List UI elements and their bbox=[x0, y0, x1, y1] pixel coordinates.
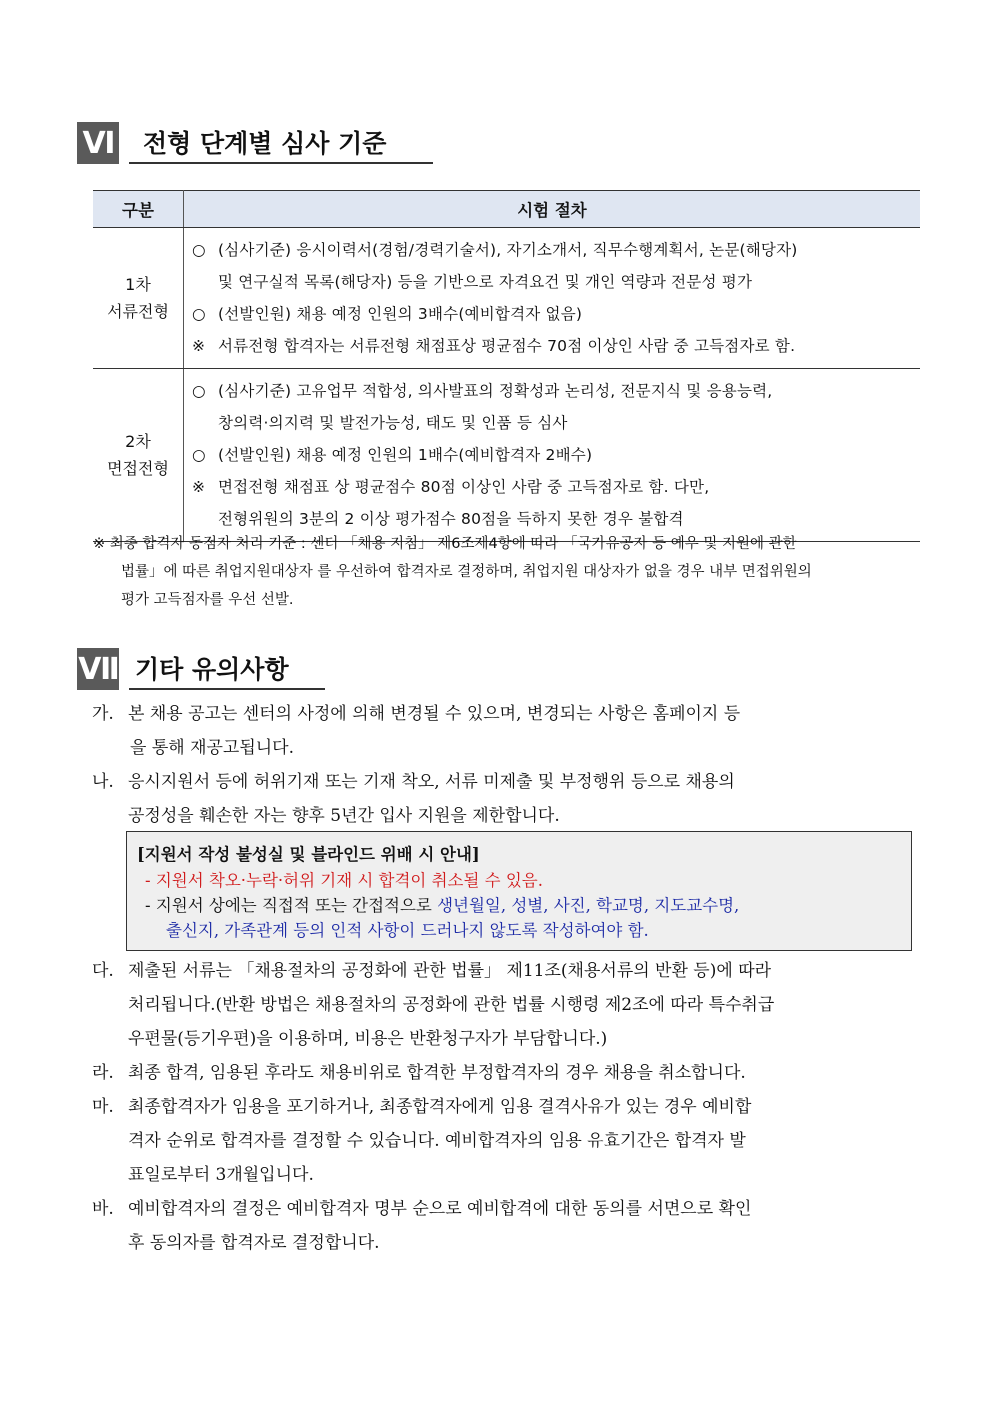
procedure-cell bbox=[184, 369, 921, 542]
list-item bbox=[92, 954, 922, 1056]
item-line: 본 채용 공고는 센터의 사정에 의해 변경될 수 있으며, 변경되는 사항은 홈페이지 등 bbox=[128, 704, 741, 724]
section-7-number: Ⅶ bbox=[77, 648, 119, 690]
item-line: 예비합격자의 결정은 예비합격자 명부 순으로 예비합격에 대한 동의를 서면으로 확인 bbox=[128, 1199, 752, 1219]
item-label: 다. bbox=[92, 961, 114, 981]
item-line: 우편물(등기우편)을 이용하며, 비용은 반환청구자가 부담합니다.) bbox=[128, 1029, 608, 1049]
item-line: 공정성을 훼손한 자는 향후 5년간 입사 지원을 제한합니다. bbox=[128, 806, 560, 826]
procedure-cell bbox=[184, 228, 921, 369]
item-line: 후 동의자를 합격자로 결정합니다. bbox=[128, 1233, 380, 1253]
list-item bbox=[92, 697, 922, 765]
procedure-line: ○ (심사기준) 응시이력서(경험/경력기술서), 자기소개서, 직무수행계획서, 논문(해당자) bbox=[192, 241, 798, 259]
table-row bbox=[93, 369, 920, 542]
notice-box-line: 출신지, 가족관계 등의 인적 사항이 드러나지 않도록 작성하여야 함. bbox=[166, 921, 649, 940]
tie-break-note bbox=[93, 530, 923, 614]
stage-number: 2차 bbox=[125, 432, 151, 451]
item-line: 격자 순위로 합격자를 결정할 수 있습니다. 예비합격자의 임용 유효기간은 합격자 발 bbox=[128, 1131, 746, 1151]
item-line: 처리됩니다.(반환 방법은 채용절차의 공정화에 관한 법률 시행령 제2조에 따라 특수취급 bbox=[128, 995, 775, 1015]
item-label: 가. bbox=[92, 704, 114, 724]
section-6-header bbox=[77, 122, 433, 164]
criteria-table bbox=[93, 190, 920, 542]
procedure-line: ○ (심사기준) 고유업무 적합성, 의사발표의 정확성과 논리성, 전문지식 및 응용능력, bbox=[192, 382, 773, 400]
item-label: 나. bbox=[92, 772, 114, 792]
stage-name: 서류전형 bbox=[107, 302, 169, 321]
procedure-line: 전형위원의 3분의 2 이상 평가점수 80점을 득하지 못한 경우 불합격 bbox=[218, 510, 684, 528]
list-item bbox=[92, 765, 922, 833]
column-header-procedure: 시험 절차 bbox=[184, 191, 921, 228]
stage-number: 1차 bbox=[125, 275, 151, 294]
notice-list-top bbox=[92, 697, 922, 833]
stage-cell bbox=[93, 369, 184, 542]
item-label: 라. bbox=[92, 1063, 114, 1083]
item-line: 응시지원서 등에 허위기재 또는 기재 착오, 서류 미제출 및 부정행위 등으로 채용의 bbox=[128, 772, 735, 792]
section-6-title: 전형 단계별 심사 기준 bbox=[129, 122, 433, 164]
note-line: 법률」에 따른 취업지원대상자 를 우선하여 합격자로 결정하며, 취업지원 대상자가 없을 경우 내부 면접위원의 bbox=[121, 564, 812, 580]
stage-name: 면접전형 bbox=[107, 459, 169, 478]
notice-box-line: - 지원서 상에는 직접적 또는 간접적으로 생년월일, 성별, 사진, 학교명, 지도교수명, bbox=[145, 896, 740, 915]
section-7-title: 기타 유의사항 bbox=[129, 648, 325, 690]
section-6-number: Ⅵ bbox=[77, 122, 119, 164]
section-7-header bbox=[77, 648, 325, 690]
item-line: 최종합격자가 임용을 포기하거나, 최종합격자에게 임용 결격사유가 있는 경우 예비합 bbox=[128, 1097, 752, 1117]
item-line: 최종 합격, 임용된 후라도 채용비위로 합격한 부정합격자의 경우 채용을 취소합니다. bbox=[128, 1063, 746, 1083]
note-line: 평가 고득점자를 우선 선발. bbox=[121, 592, 294, 608]
procedure-line: ○ (선발인원) 채용 예정 인원의 3배수(예비합격자 없음) bbox=[192, 305, 583, 323]
item-label: 마. bbox=[92, 1097, 114, 1117]
table-row bbox=[93, 228, 920, 369]
notice-box-line: - 지원서 착오·누락·허위 기재 시 합격이 취소될 수 있음. bbox=[145, 871, 543, 890]
procedure-line: ○ (선발인원) 채용 예정 인원의 1배수(예비합격자 2배수) bbox=[192, 446, 593, 464]
item-label: 바. bbox=[92, 1199, 114, 1219]
procedure-line: 창의력·의지력 및 발전가능성, 태도 및 인품 등 심사 bbox=[218, 414, 568, 432]
column-header-category: 구분 bbox=[93, 191, 184, 228]
table-header-row bbox=[93, 191, 920, 228]
list-item bbox=[92, 1090, 922, 1192]
list-item bbox=[92, 1192, 922, 1260]
list-item bbox=[92, 1056, 922, 1090]
procedure-line: ※ 면접전형 채점표 상 평균점수 80점 이상인 사람 중 고득점자로 함. 다만, bbox=[192, 478, 710, 496]
item-line: 표일로부터 3개월입니다. bbox=[128, 1165, 314, 1185]
item-line: 제출된 서류는 「채용절차의 공정화에 관한 법률」 제11조(채용서류의 반환 등)에 따라 bbox=[128, 961, 772, 981]
note-line: ※ 최종 합격자 동점자 처리 기준 : 센터 「채용 지침」 제6조제4항에 따라 「국가유공자 등 예우 및 지원에 관한 bbox=[93, 536, 797, 552]
notice-box-title: [지원서 작성 불성실 및 블라인드 위배 시 안내] bbox=[137, 845, 480, 864]
blind-hiring-notice-box bbox=[126, 831, 912, 951]
procedure-line: ※ 서류전형 합격자는 서류전형 채점표상 평균점수 70점 이상인 사람 중 고득점자로 함. bbox=[192, 337, 796, 355]
notice-list-bottom bbox=[92, 954, 922, 1260]
stage-cell bbox=[93, 228, 184, 369]
item-line: 을 통해 재공고됩니다. bbox=[130, 738, 295, 758]
procedure-line: 및 연구실적 목록(해당자) 등을 기반으로 자격요건 및 개인 역량과 전문성 평가 bbox=[218, 273, 753, 291]
